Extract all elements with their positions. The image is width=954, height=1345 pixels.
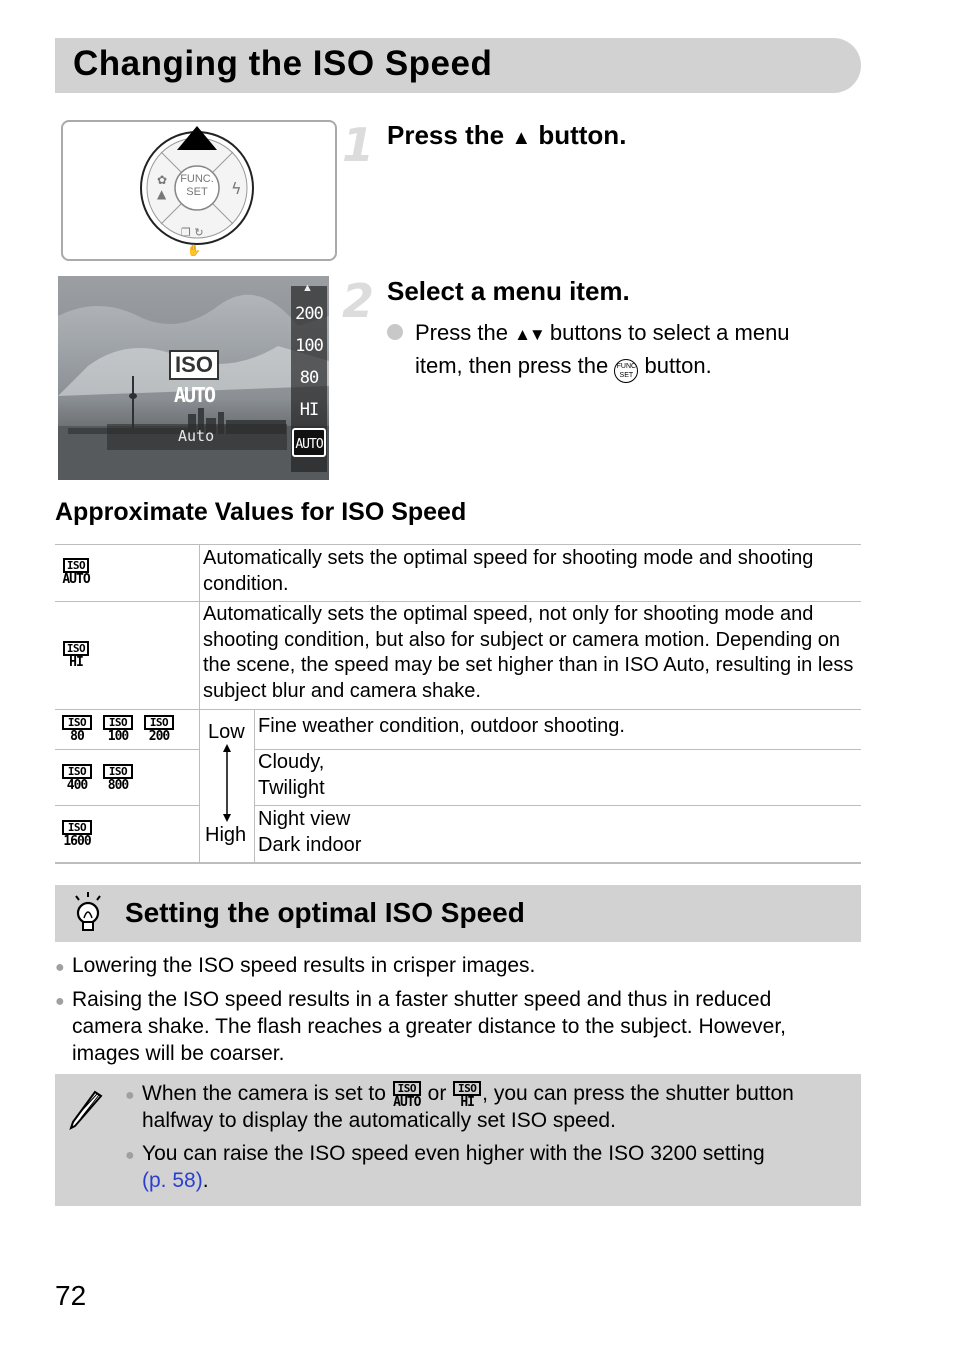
iso-100-icon: ISO 100 — [102, 715, 134, 744]
dial-center-top: FUNC. — [180, 173, 214, 185]
control-dial-illustration — [61, 120, 337, 261]
page-number: 72 — [55, 1280, 87, 1311]
iso-hi-icon: ISO HI — [62, 641, 90, 670]
bullet-icon: ● — [55, 959, 65, 976]
tip-title: Setting the optimal ISO Speed — [125, 897, 525, 928]
lcd-menu-option[interactable]: HI — [299, 400, 319, 420]
lcd-menu-option[interactable]: AUTO — [292, 428, 326, 457]
iso-80-icon: ISO 80 — [61, 715, 93, 744]
lcd-menu-option[interactable]: 100 — [295, 336, 323, 356]
lcd-scroll-up-icon: ▲ — [302, 282, 313, 294]
approx-values-heading: Approximate Values for ISO Speed — [55, 498, 467, 526]
iso-auto-icon: ISO AUTO — [393, 1082, 421, 1110]
iso-400-icon: ISO 400 — [61, 764, 93, 793]
lcd-menu-option[interactable]: 80 — [299, 368, 319, 388]
step-2-number: 2 — [342, 274, 375, 328]
note-bullet-1: ● When the camera is set to ISO AUTO or ISO HI , you can press the shutter button halfway to display the automatically set ISO speed. — [125, 1082, 794, 1132]
lcd-caption: Auto — [178, 427, 215, 445]
iso-auto-description: Automatically sets the optimal speed for shooting mode and shooting condition. — [203, 547, 814, 595]
title-bar — [55, 38, 861, 93]
iso-hi-description: Automatically sets the optimal speed, not only for shooting mode and shooting condition, but also for subject or camera motion. Depending on the scene, the speed may be set higher than in ISO Auto, resulting in less subject blur and camera shake. — [203, 603, 854, 702]
step-1-number: 1 — [342, 118, 375, 172]
low-high-arrow-icon — [220, 744, 234, 822]
iso-1600-icon: ISO 1600 — [63, 821, 91, 849]
svg-text:▲: ▲ — [157, 187, 167, 201]
iso-hi-icon: ISO HI — [452, 1082, 482, 1105]
row-3-description: Night view Dark indoor — [258, 808, 362, 856]
func-set-button-icon: FUNC SET — [614, 359, 638, 383]
iso-200-icon: ISO 200 — [143, 715, 175, 744]
iso-800-icon: ISO 800 — [102, 764, 134, 793]
up-arrow-icon: ▲ — [511, 127, 532, 149]
lcd-screen-illustration — [58, 276, 329, 480]
up-down-arrow-icon: ▲▼ — [514, 325, 544, 344]
low-label: Low — [208, 721, 245, 743]
bullet-icon — [387, 324, 403, 340]
iso-auto-badge-icon: ISO AUTO — [169, 350, 219, 408]
note-box — [55, 1074, 861, 1206]
lcd-menu-option[interactable]: 200 — [295, 304, 323, 324]
page-title: Changing the ISO Speed — [73, 44, 493, 83]
pencil-icon — [69, 1086, 105, 1130]
svg-text:✋: ✋ — [187, 244, 201, 257]
step-2-heading: Select a menu item. — [387, 276, 630, 306]
lightbulb-icon — [71, 891, 105, 935]
row-1-description: Fine weather condition, outdoor shooting. — [258, 715, 625, 737]
dial-center-bottom: SET — [186, 186, 208, 198]
svg-text:ϟ: ϟ — [231, 179, 242, 198]
iso-auto-icon: ISO AUTO — [62, 559, 90, 587]
bullet-icon: ● — [55, 993, 65, 1010]
row-2-description: Cloudy, Twilight — [258, 751, 325, 799]
tip-bullet-1: ● Lowering the ISO speed results in crisper images. — [55, 954, 536, 977]
step-1-heading: Press the ▲ button. — [387, 120, 627, 150]
note-bullet-2: ● You can raise the ISO speed even higher with the ISO 3200 setting (p. 58). — [125, 1142, 765, 1192]
tip-bullet-2: ● Raising the ISO speed results in a faster shutter speed and thus in reduced camera shake. The flash reaches a greater distance to the subject. However, images will be coarser. — [55, 988, 786, 1065]
lcd-iso-menu — [292, 300, 326, 460]
svg-text:✿: ✿ — [157, 173, 168, 187]
high-label: High — [205, 824, 247, 846]
page-58-link[interactable]: (p. 58) — [142, 1169, 203, 1192]
svg-text:❐ ↻: ❐ ↻ — [181, 226, 204, 239]
step-2-instructions: Press the ▲▼ buttons to select a menu item, then press the FUNC SET button. — [387, 317, 857, 383]
tip-header — [55, 885, 861, 942]
